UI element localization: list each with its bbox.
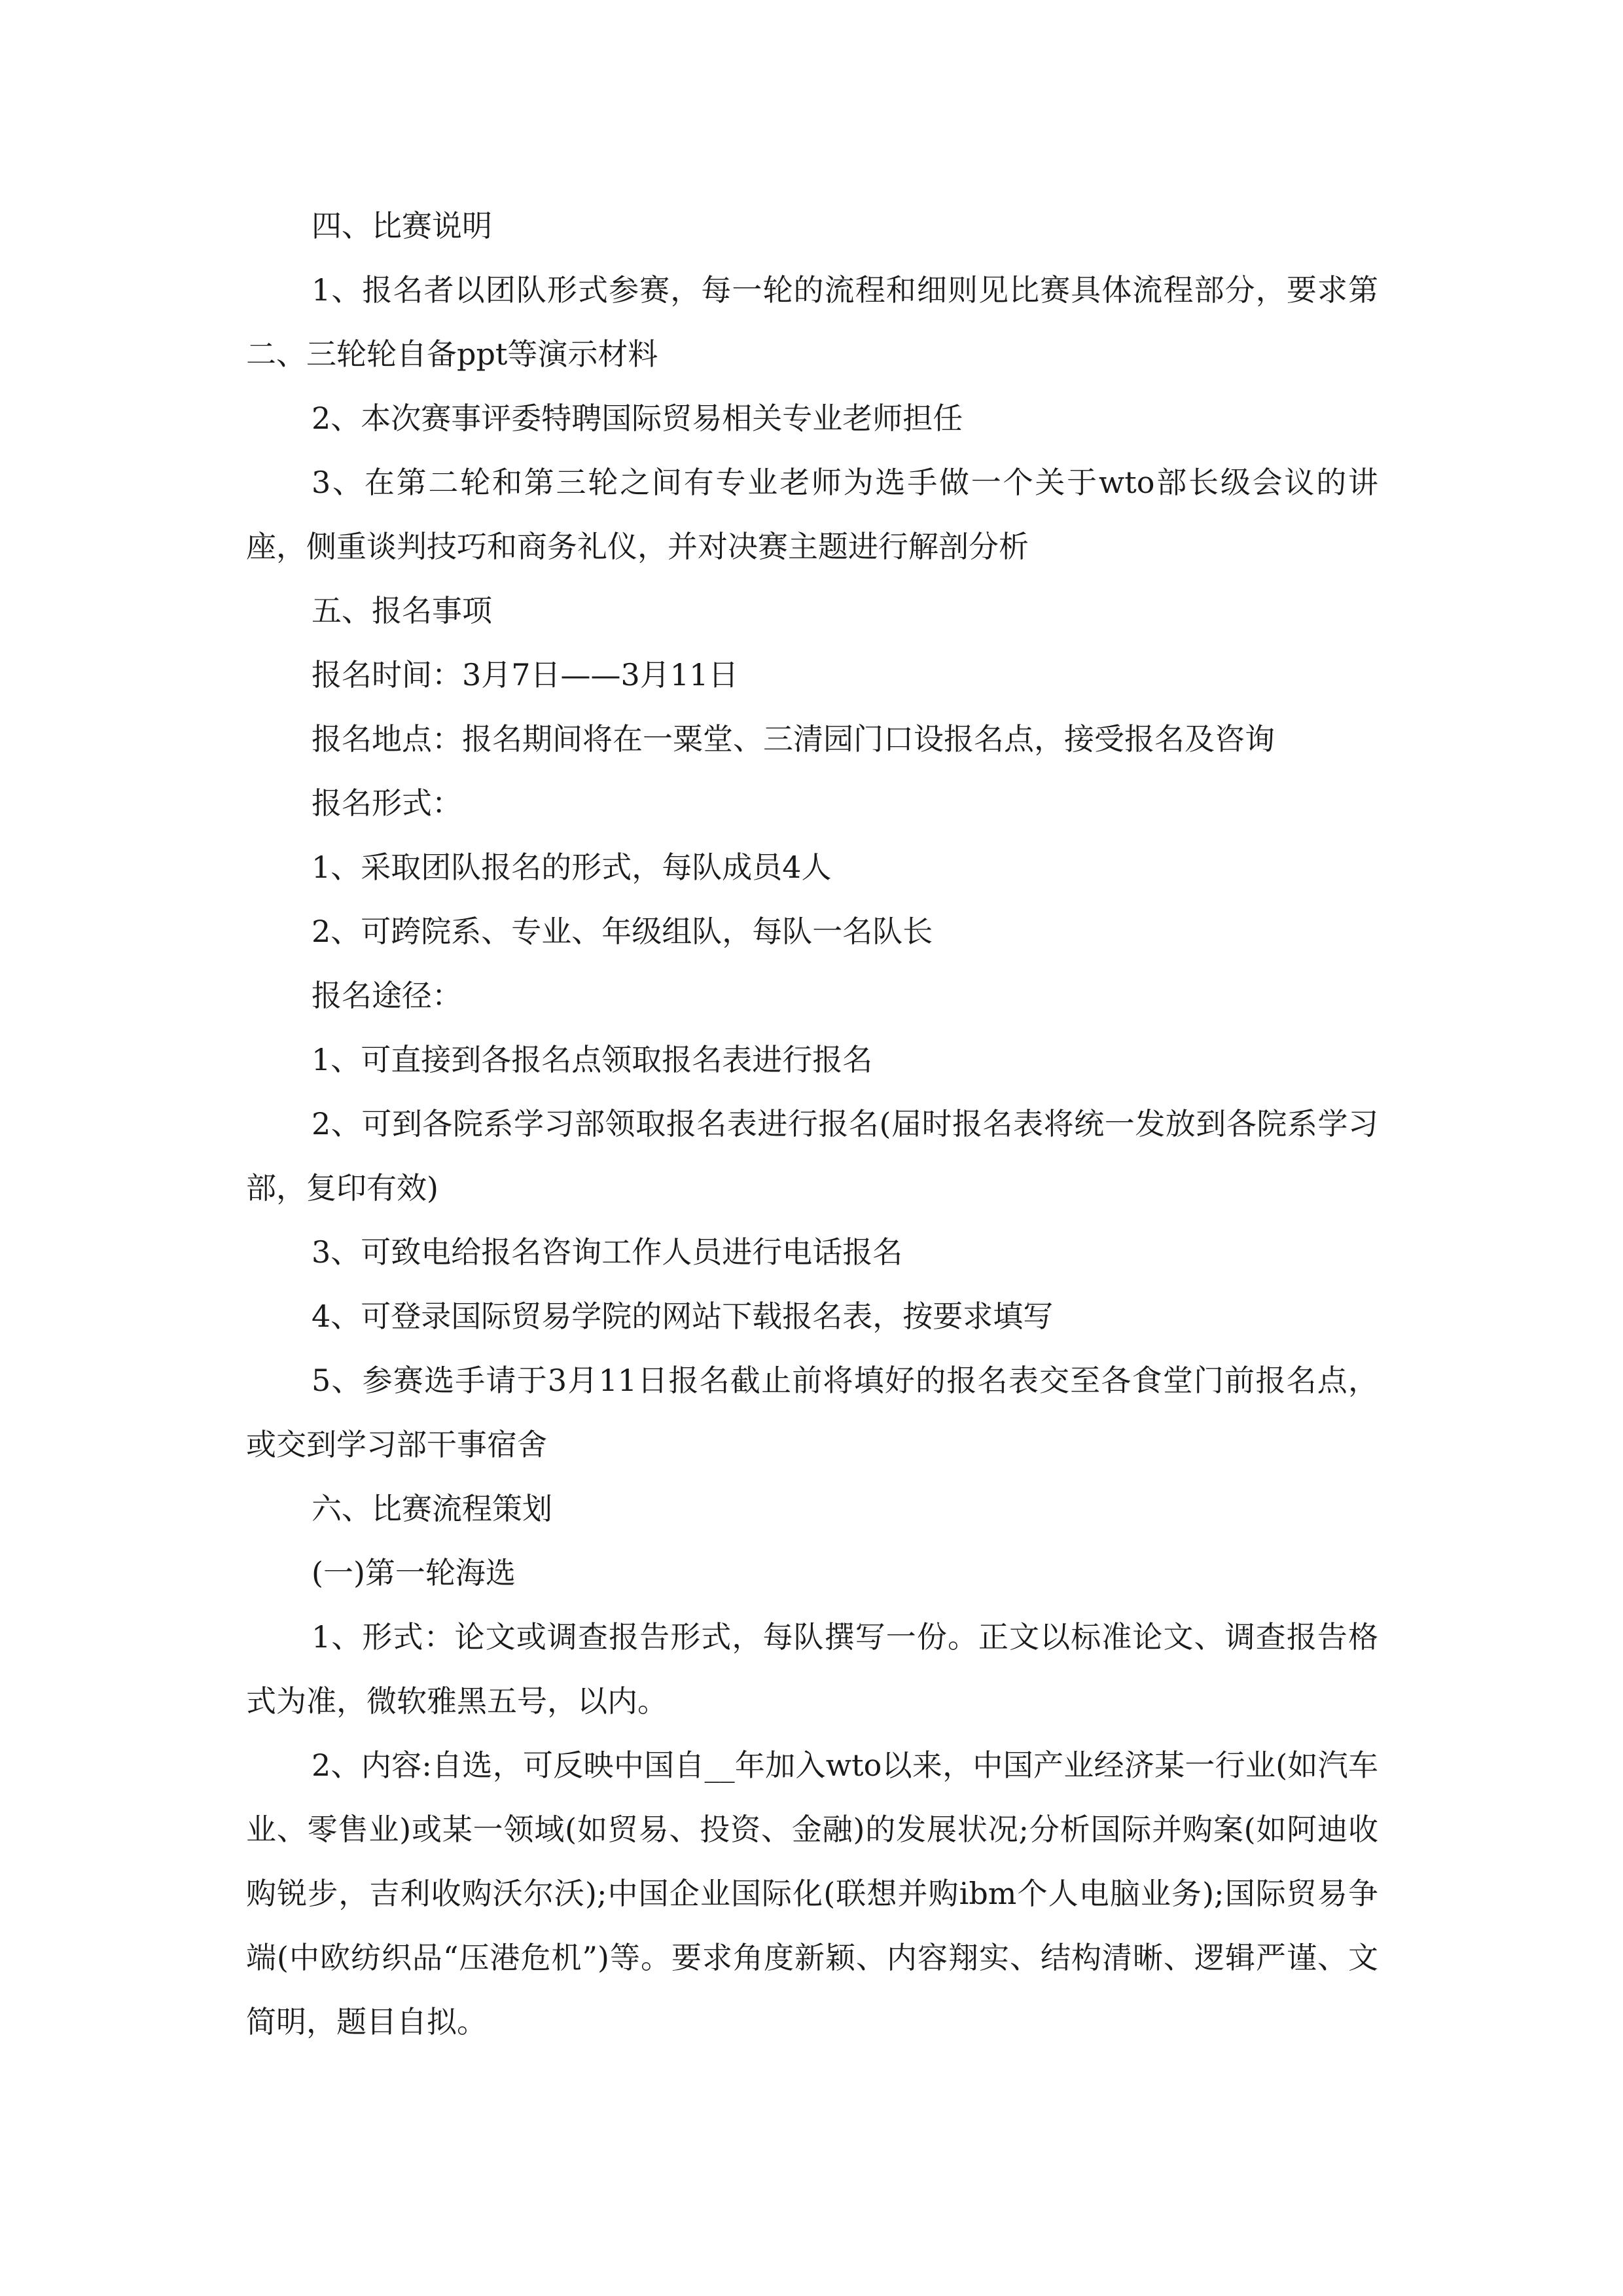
subheading-registration-channels: 报名途径：: [312, 978, 462, 1013]
paragraph: 1、报名者以团队形式参赛，每一轮的流程和细则见比赛具体流程部分，要求第二、三轮轮自备ppt等演示材料: [246, 272, 1378, 372]
paragraph: 1、形式：论文或调查报告形式，每队撰写一份。正文以标准论文、调查报告格式为准，微软雅黑五号，以内。: [246, 1619, 1378, 1719]
registration-time: 报名时间：3月7日——3月11日: [312, 657, 739, 692]
section-heading-registration: 五、报名事项: [312, 593, 492, 628]
subheading-first-round: (一)第一轮海选: [312, 1555, 516, 1590]
subheading-registration-form: 报名形式：: [312, 785, 462, 821]
paragraph: 3、可致电给报名咨询工作人员进行电话报名: [312, 1234, 903, 1270]
paragraph: 4、可登录国际贸易学院的网站下载报名表，按要求填写: [312, 1299, 1054, 1334]
document-body: [246, 194, 1378, 2054]
registration-location: 报名地点：报名期间将在一粟堂、三清园门口设报名点，接受报名及咨询: [312, 721, 1275, 757]
paragraph: 2、可到各院系学习部领取报名表进行报名(届时报名表将统一发放到各院系学习部，复印有效): [246, 1106, 1378, 1206]
section-heading-process: 六、比赛流程策划: [312, 1491, 552, 1526]
paragraph: 2、可跨院系、专业、年级组队，每队一名队长: [312, 914, 933, 949]
paragraph: 2、内容:自选，可反映中国自__年加入wto以来，中国产业经济某一行业(如汽车业、零售业)或某一领域(如贸易、投资、金融)的发展状况;分析国际并购案(如阿迪收购锐步，吉利收购沃尔沃);中国企业国际化(联想并购ibm个人电脑业务);国际贸易争端(中欧纺织品“压港危机”)等。要求角度新颖、内容翔实、结构清晰、逻辑严谨、文简明，题目自拟。: [246, 1748, 1378, 2039]
paragraph: 1、可直接到各报名点领取报名表进行报名: [312, 1042, 873, 1077]
paragraph: 2、本次赛事评委特聘国际贸易相关专业老师担任: [312, 401, 963, 436]
paragraph: 1、采取团队报名的形式，每队成员4人: [312, 850, 832, 885]
section-heading-competition-notes: 四、比赛说明: [312, 208, 492, 243]
paragraph: 5、参赛选手请于3月11日报名截止前将填好的报名表交至各食堂门前报名点，或交到学习部干事宿舍: [246, 1363, 1378, 1462]
paragraph: 3、在第二轮和第三轮之间有专业老师为选手做一个关于wto部长级会议的讲座，侧重谈判技巧和商务礼仪，并对决赛主题进行解剖分析: [246, 465, 1378, 564]
